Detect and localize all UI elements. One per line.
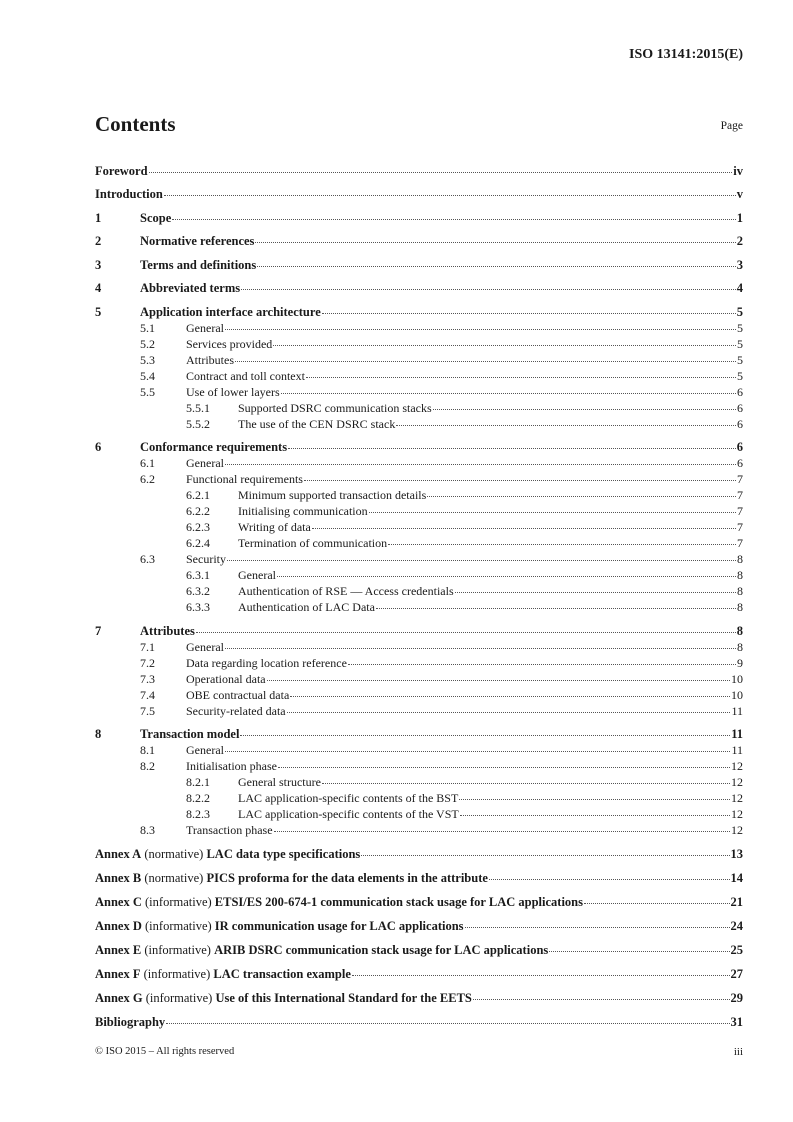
toc-annex-entry[interactable] — [95, 966, 743, 982]
entry-number: 6.2.1 — [186, 488, 210, 502]
dot-leader — [465, 927, 730, 928]
dot-leader — [322, 313, 736, 314]
entry-page: 5 — [736, 304, 743, 319]
entry-page: 29 — [730, 991, 743, 1005]
toc-entry[interactable] — [95, 368, 743, 384]
entry-page: 12 — [731, 807, 743, 821]
toc-entry[interactable] — [95, 304, 743, 320]
page-number: iii — [733, 1046, 743, 1058]
entry-number: 4 — [95, 281, 102, 295]
entry-number: 7.3 — [140, 671, 155, 686]
entry-page: 11 — [731, 703, 743, 718]
dot-leader — [281, 393, 736, 394]
dot-leader — [396, 425, 736, 426]
entry-title: ARIB DSRC communication stack usage for LAC applications — [214, 943, 549, 957]
dot-leader — [304, 480, 736, 481]
dot-leader — [225, 329, 736, 330]
toc-entry[interactable] — [95, 280, 743, 296]
toc-annex-entry[interactable] — [95, 942, 743, 958]
entry-number: 8.3 — [140, 823, 155, 837]
annex-kind: (informative) — [145, 919, 212, 933]
toc-entry[interactable] — [95, 471, 743, 487]
toc-entry[interactable] — [95, 400, 743, 416]
entry-number: 7.5 — [140, 703, 155, 718]
annex-label: Annex D — [95, 919, 142, 933]
entry-title: The use of the CEN DSRC stack — [238, 416, 396, 431]
toc-entry[interactable] — [95, 257, 743, 273]
entry-number: 8.2.3 — [186, 807, 210, 821]
entry-title: ETSI/ES 200-674-1 communication stack usage for LAC applications — [214, 895, 583, 909]
entry-page: 21 — [730, 895, 743, 909]
entry-number: 7.2 — [140, 655, 155, 670]
toc-entry[interactable] — [95, 384, 743, 400]
dot-leader — [241, 289, 736, 290]
entry-title: Transaction model — [140, 727, 240, 741]
entry-title: LAC data type specifications — [206, 847, 361, 861]
entry-page: 24 — [730, 919, 743, 933]
toc-entry[interactable] — [95, 726, 743, 742]
toc-annex-entry[interactable] — [95, 990, 743, 1006]
entry-page: 4 — [736, 281, 743, 295]
entry-page: 12 — [731, 775, 743, 789]
dot-leader — [459, 799, 730, 800]
entry-number: 5.4 — [140, 368, 155, 383]
entry-page: 5 — [737, 320, 743, 335]
entry-number: 6.2.4 — [186, 536, 210, 550]
dot-leader — [473, 999, 730, 1000]
table-of-contents — [95, 155, 743, 1030]
entry-title: LAC transaction example — [213, 967, 351, 981]
dot-leader — [225, 464, 736, 465]
dot-leader — [172, 219, 736, 220]
entry-number: 8.2.1 — [186, 775, 210, 789]
entry-number: 6.3.2 — [186, 584, 210, 598]
dot-leader — [164, 195, 736, 196]
entry-page: 10 — [731, 671, 743, 686]
toc-entry[interactable] — [95, 822, 743, 838]
toc-entry[interactable] — [95, 567, 743, 583]
entry-title: Transaction phase — [186, 823, 273, 837]
entry-number: 7 — [95, 623, 102, 638]
toc-entry[interactable] — [95, 503, 743, 519]
entry-number: 5.5.2 — [186, 416, 210, 431]
entry-title: Security-related data — [186, 703, 286, 718]
entry-page: 5 — [737, 336, 743, 351]
toc-entry[interactable] — [95, 687, 743, 703]
entry-page: 13 — [730, 847, 743, 861]
entry-title: Authentication of RSE — Access credentials — [238, 584, 454, 598]
entry-page: 27 — [730, 967, 743, 981]
dot-leader — [267, 680, 730, 681]
entry-page: 7 — [737, 536, 743, 550]
toc-entry[interactable] — [95, 655, 743, 671]
entry-title: General — [186, 639, 224, 654]
entry-number: 8.2 — [140, 759, 155, 773]
entry-number: 2 — [95, 234, 102, 248]
entry-title: IR communication usage for LAC applications — [214, 919, 464, 933]
entry-title: Foreword — [95, 163, 148, 178]
dot-leader — [288, 448, 736, 449]
annex-label: Annex A — [95, 847, 142, 861]
toc-entry[interactable] — [95, 1014, 743, 1030]
entry-title: Initialising communication — [238, 504, 368, 518]
toc-entry[interactable] — [95, 535, 743, 551]
toc-entry[interactable] — [95, 742, 743, 758]
dot-leader — [196, 632, 736, 633]
dot-leader — [361, 855, 729, 856]
annex-label: Annex E — [95, 943, 142, 957]
dot-leader — [455, 592, 736, 593]
entry-page: 12 — [731, 823, 743, 837]
dot-leader — [369, 512, 736, 513]
entry-number: 1 — [95, 210, 102, 225]
entry-page: 1 — [736, 210, 743, 225]
entry-title: Initialisation phase — [186, 759, 277, 773]
toc-entry[interactable] — [95, 671, 743, 687]
toc-entry[interactable] — [95, 186, 743, 202]
dot-leader — [352, 975, 730, 976]
toc-entry[interactable] — [95, 519, 743, 535]
toc-entry[interactable] — [95, 774, 743, 790]
entry-number: 6.2.3 — [186, 520, 210, 534]
entry-page: 7 — [737, 488, 743, 502]
page-title: Contents — [95, 112, 176, 136]
entry-page: 5 — [737, 352, 743, 367]
dot-leader — [257, 266, 736, 267]
entry-number: 5.1 — [140, 320, 155, 335]
entry-page: 6 — [737, 416, 743, 431]
toc-entry[interactable] — [95, 320, 743, 336]
annex-label: Annex F — [95, 967, 141, 981]
annex-label: Annex C — [95, 895, 142, 909]
toc-entry[interactable] — [95, 623, 743, 639]
dot-leader — [273, 345, 736, 346]
entry-number: 6.3 — [140, 552, 155, 566]
entry-page: 5 — [737, 368, 743, 383]
entry-number: 6.3.1 — [186, 568, 210, 582]
dot-leader — [149, 172, 733, 173]
entry-page: 8 — [737, 552, 743, 566]
entry-title: Bibliography — [95, 1014, 166, 1029]
annex-label: Annex G — [95, 991, 143, 1005]
annex-kind: (informative) — [144, 943, 211, 957]
annex-kind: (normative) — [144, 847, 204, 861]
dot-leader — [427, 496, 736, 497]
entry-title: Terms and definitions — [140, 257, 257, 272]
dot-leader — [277, 576, 736, 577]
entry-title: Supported DSRC communication stacks — [238, 400, 432, 415]
entry-number: 5.5.1 — [186, 400, 210, 415]
entry-page: 25 — [730, 943, 743, 957]
entry-title: Attributes — [140, 623, 195, 638]
toc-entry[interactable] — [95, 455, 743, 471]
entry-number: 5.5 — [140, 384, 155, 399]
entry-title: Termination of communication — [238, 536, 388, 550]
entry-number: 6.3.3 — [186, 600, 210, 614]
dot-leader — [255, 242, 735, 243]
dot-leader — [489, 879, 730, 880]
entry-title: Security — [186, 552, 226, 566]
dot-leader — [274, 831, 730, 832]
copyright-footer: © ISO 2015 – All rights reserved — [95, 1046, 235, 1057]
entry-title: Authentication of LAC Data — [238, 600, 375, 614]
page-column-label: Page — [720, 120, 743, 132]
entry-page: 8 — [737, 568, 743, 582]
entry-page: 3 — [736, 257, 743, 272]
entry-number: 8.1 — [140, 743, 155, 757]
entry-title: Normative references — [140, 234, 255, 248]
entry-page: 11 — [731, 743, 743, 757]
entry-page: 8 — [736, 623, 743, 638]
entry-number: 8.2.2 — [186, 791, 210, 805]
entry-number: 6.1 — [140, 456, 155, 470]
dot-leader — [348, 664, 736, 665]
entry-page: 7 — [737, 472, 743, 486]
entry-page: 6 — [736, 440, 743, 454]
entry-page: 6 — [737, 456, 743, 470]
dot-leader — [388, 544, 736, 545]
entry-page: 12 — [731, 759, 743, 773]
entry-page: 11 — [731, 727, 743, 741]
dot-leader — [227, 560, 736, 561]
entry-title: Use of lower layers — [186, 384, 280, 399]
entry-number: 7.1 — [140, 639, 155, 654]
entry-title: Attributes — [186, 352, 234, 367]
entry-page: iv — [733, 163, 743, 178]
toc-entry[interactable] — [95, 806, 743, 822]
entry-title: Use of this International Standard for the EETS — [215, 991, 472, 1005]
dot-leader — [290, 696, 730, 697]
dot-leader — [549, 951, 729, 952]
entry-page: 12 — [731, 791, 743, 805]
entry-title: Application interface architecture — [140, 304, 321, 319]
entry-title: Conformance requirements — [140, 440, 288, 454]
entry-page: 6 — [737, 400, 743, 415]
annex-kind: (informative) — [143, 967, 211, 981]
dot-leader — [322, 783, 730, 784]
dot-leader — [278, 767, 730, 768]
entry-page: 8 — [737, 639, 743, 654]
document-id: ISO 13141:2015(E) — [629, 47, 743, 62]
entry-number: 6.2 — [140, 472, 155, 486]
toc-entry[interactable] — [95, 416, 743, 432]
entry-title: PICS proforma for the data elements in the attribute — [206, 871, 488, 885]
toc-annex-entry[interactable] — [95, 870, 743, 886]
toc-annex-entry[interactable] — [95, 846, 743, 862]
dot-leader — [166, 1023, 729, 1024]
dot-leader — [225, 648, 736, 649]
toc-entry[interactable] — [95, 758, 743, 774]
toc-entry[interactable] — [95, 703, 743, 719]
toc-entry[interactable] — [95, 352, 743, 368]
entry-title: LAC application-specific contents of the BST — [238, 791, 459, 805]
entry-title: Contract and toll context — [186, 368, 305, 383]
toc-entry[interactable] — [95, 163, 743, 179]
entry-page: v — [736, 187, 743, 201]
dot-leader — [460, 815, 730, 816]
entry-page: 2 — [736, 234, 743, 248]
entry-number: 8 — [95, 727, 102, 741]
entry-title: General — [186, 320, 224, 335]
entry-title: Introduction — [95, 187, 163, 201]
entry-page: 14 — [730, 871, 743, 885]
entry-page: 7 — [737, 504, 743, 518]
annex-kind: (informative) — [145, 895, 212, 909]
entry-number: 6.2.2 — [186, 504, 210, 518]
entry-title: Operational data — [186, 671, 266, 686]
annex-label: Annex B — [95, 871, 142, 885]
entry-title: Services provided — [186, 336, 273, 351]
toc-annex-entry[interactable] — [95, 894, 743, 910]
dot-leader — [240, 735, 730, 736]
toc-entry[interactable] — [95, 487, 743, 503]
entry-title: Minimum supported transaction details — [238, 488, 427, 502]
entry-title: General — [186, 456, 224, 470]
entry-number: 7.4 — [140, 687, 155, 702]
annex-kind: (informative) — [145, 991, 213, 1005]
entry-page: 9 — [737, 655, 743, 670]
entry-number: 3 — [95, 257, 102, 272]
toc-entry[interactable] — [95, 336, 743, 352]
entry-page: 6 — [737, 384, 743, 399]
entry-title: Data regarding location reference — [186, 655, 347, 670]
entry-title: General — [186, 743, 224, 757]
dot-leader — [433, 409, 736, 410]
entry-title: Scope — [140, 210, 172, 225]
dot-leader — [584, 903, 730, 904]
entry-page: 7 — [737, 520, 743, 534]
annex-kind: (normative) — [144, 871, 204, 885]
entry-title: General — [238, 568, 276, 582]
toc-entry[interactable] — [95, 233, 743, 249]
entry-title: LAC application-specific contents of the VST — [238, 807, 459, 821]
dot-leader — [287, 712, 731, 713]
entry-page: 8 — [737, 600, 743, 614]
toc-entry[interactable] — [95, 439, 743, 455]
entry-number: 5 — [95, 304, 102, 319]
toc-entry[interactable] — [95, 639, 743, 655]
entry-page: 31 — [730, 1014, 743, 1029]
entry-title: Functional requirements — [186, 472, 303, 486]
dot-leader — [312, 528, 736, 529]
dot-leader — [376, 608, 736, 609]
entry-number: 6 — [95, 440, 102, 454]
toc-annex-entry[interactable] — [95, 918, 743, 934]
entry-title: General structure — [238, 775, 321, 789]
toc-entry[interactable] — [95, 790, 743, 806]
entry-title: Abbreviated terms — [140, 281, 241, 295]
entry-number: 5.2 — [140, 336, 155, 351]
entry-title: Writing of data — [238, 520, 311, 534]
entry-page: 8 — [737, 584, 743, 598]
toc-entry[interactable] — [95, 599, 743, 615]
entry-page: 10 — [731, 687, 743, 702]
toc-entry[interactable] — [95, 551, 743, 567]
toc-entry[interactable] — [95, 583, 743, 599]
toc-entry[interactable] — [95, 210, 743, 226]
entry-number: 5.3 — [140, 352, 155, 367]
dot-leader — [225, 751, 730, 752]
dot-leader — [235, 361, 736, 362]
dot-leader — [306, 377, 736, 378]
entry-title: OBE contractual data — [186, 687, 290, 702]
